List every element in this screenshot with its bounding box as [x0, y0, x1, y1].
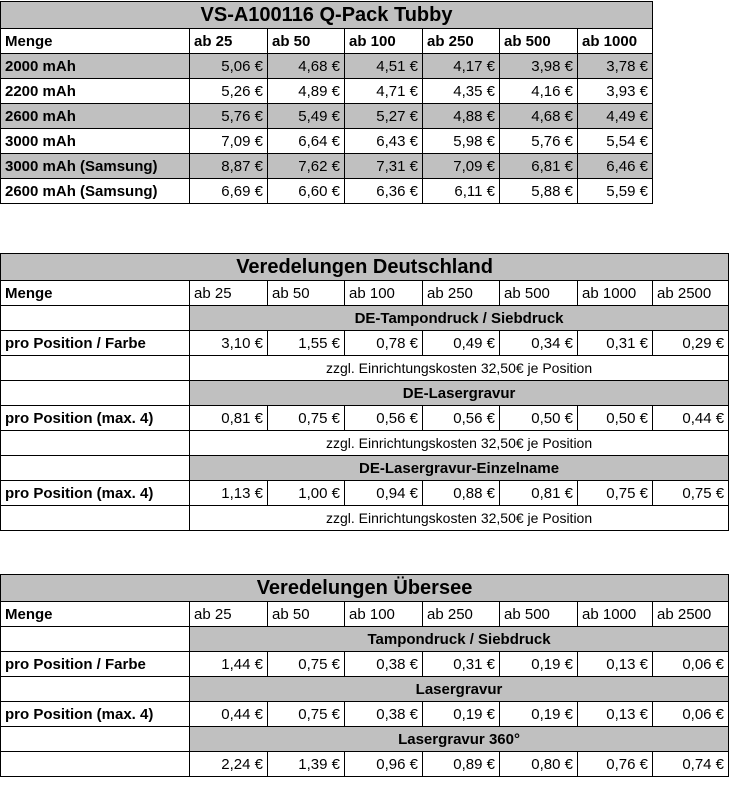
- header-cell: Menge: [1, 281, 190, 306]
- price-cell: 3,98 €: [500, 54, 578, 79]
- price-cell: 0,75 €: [653, 481, 729, 506]
- overseas-title-row: [1, 575, 729, 602]
- product-header-row: [1, 29, 653, 54]
- overseas-header-row: [1, 602, 729, 627]
- price-cell: 0,96 €: [345, 752, 423, 777]
- price-cell: 0,19 €: [423, 702, 500, 727]
- header-cell: ab 1000: [578, 602, 653, 627]
- section-title: DE-Tampondruck / Siebdruck: [190, 306, 729, 331]
- section-header-row: [1, 381, 729, 406]
- table-row: [1, 406, 729, 431]
- germany-title: Veredelungen Deutschland: [1, 254, 729, 281]
- price-cell: 6,11 €: [423, 179, 500, 204]
- price-cell: 7,31 €: [345, 154, 423, 179]
- setup-cost-note: zzgl. Einrichtungskosten 32,50€ je Position: [190, 356, 729, 381]
- row-label: 2200 mAh: [1, 79, 190, 104]
- germany-title-row: [1, 254, 729, 281]
- price-cell: 5,59 €: [578, 179, 653, 204]
- section-header-row: [1, 456, 729, 481]
- price-cell: 5,76 €: [500, 129, 578, 154]
- price-cell: 0,74 €: [653, 752, 729, 777]
- header-cell: ab 500: [500, 281, 578, 306]
- price-cell: 4,49 €: [578, 104, 653, 129]
- price-cell: 0,56 €: [345, 406, 423, 431]
- header-cell: Menge: [1, 602, 190, 627]
- table-row: [1, 702, 729, 727]
- price-cell: 5,26 €: [190, 79, 268, 104]
- header-cell: ab 1000: [578, 281, 653, 306]
- price-cell: 1,13 €: [190, 481, 268, 506]
- section-header-row: [1, 727, 729, 752]
- price-cell: 0,76 €: [578, 752, 653, 777]
- price-cell: 0,89 €: [423, 752, 500, 777]
- price-cell: 4,88 €: [423, 104, 500, 129]
- header-cell: ab 100: [345, 281, 423, 306]
- row-label: pro Position (max. 4): [1, 481, 190, 506]
- price-cell: 3,10 €: [190, 331, 268, 356]
- price-cell: 0,44 €: [190, 702, 268, 727]
- price-cell: 7,09 €: [190, 129, 268, 154]
- header-cell: ab 250: [423, 281, 500, 306]
- header-cell: ab 25: [190, 602, 268, 627]
- table-row: [1, 481, 729, 506]
- section-title: Tampondruck / Siebdruck: [190, 627, 729, 652]
- price-cell: 6,36 €: [345, 179, 423, 204]
- table-row: [1, 54, 653, 79]
- note-row: [1, 356, 729, 381]
- price-cell: 1,39 €: [268, 752, 345, 777]
- header-cell: ab 500: [500, 29, 578, 54]
- price-cell: 0,49 €: [423, 331, 500, 356]
- price-cell: 8,87 €: [190, 154, 268, 179]
- header-cell: ab 100: [345, 29, 423, 54]
- header-cell: ab 25: [190, 29, 268, 54]
- price-cell: 0,13 €: [578, 652, 653, 677]
- blank-cell: [1, 381, 190, 406]
- price-cell: 1,55 €: [268, 331, 345, 356]
- price-cell: 0,81 €: [190, 406, 268, 431]
- price-cell: 3,93 €: [578, 79, 653, 104]
- price-cell: 0,38 €: [345, 702, 423, 727]
- table-row: [1, 129, 653, 154]
- price-cell: 0,19 €: [500, 702, 578, 727]
- blank-cell: [1, 456, 190, 481]
- header-cell: ab 250: [423, 602, 500, 627]
- price-cell: 0,50 €: [578, 406, 653, 431]
- header-cell: ab 1000: [578, 29, 653, 54]
- table-row: [1, 79, 653, 104]
- germany-finishing-table: [0, 253, 729, 531]
- price-cell: 7,09 €: [423, 154, 500, 179]
- row-label: pro Position / Farbe: [1, 652, 190, 677]
- blank-cell: [1, 627, 190, 652]
- blank-cell: [1, 506, 190, 531]
- header-cell: ab 50: [268, 281, 345, 306]
- setup-cost-note: zzgl. Einrichtungskosten 32,50€ je Position: [190, 506, 729, 531]
- blank-cell: [1, 727, 190, 752]
- price-cell: 5,49 €: [268, 104, 345, 129]
- price-cell: 0,94 €: [345, 481, 423, 506]
- price-cell: 0,19 €: [500, 652, 578, 677]
- price-cell: 0,81 €: [500, 481, 578, 506]
- price-cell: 1,00 €: [268, 481, 345, 506]
- price-cell: 4,68 €: [268, 54, 345, 79]
- price-cell: 5,88 €: [500, 179, 578, 204]
- price-cell: 0,31 €: [423, 652, 500, 677]
- table-row: [1, 652, 729, 677]
- price-cell: 0,75 €: [578, 481, 653, 506]
- price-cell: 4,68 €: [500, 104, 578, 129]
- section-title: Lasergravur 360°: [190, 727, 729, 752]
- price-cell: 0,13 €: [578, 702, 653, 727]
- table-row: [1, 104, 653, 129]
- note-row: [1, 431, 729, 456]
- table-row: [1, 179, 653, 204]
- price-cell: 5,76 €: [190, 104, 268, 129]
- price-cell: 6,64 €: [268, 129, 345, 154]
- row-label: pro Position / Farbe: [1, 331, 190, 356]
- price-cell: 4,35 €: [423, 79, 500, 104]
- table-row: [1, 331, 729, 356]
- row-label: 2600 mAh (Samsung): [1, 179, 190, 204]
- header-cell: ab 100: [345, 602, 423, 627]
- section-title: DE-Lasergravur: [190, 381, 729, 406]
- product-price-table: [0, 1, 653, 204]
- price-cell: 0,88 €: [423, 481, 500, 506]
- overseas-finishing-table: [0, 574, 729, 777]
- price-cell: 1,44 €: [190, 652, 268, 677]
- price-cell: 0,06 €: [653, 652, 729, 677]
- price-cell: 6,43 €: [345, 129, 423, 154]
- table-row: [1, 752, 729, 777]
- blank-cell: [1, 431, 190, 456]
- row-label: pro Position (max. 4): [1, 406, 190, 431]
- row-label: 2600 mAh: [1, 104, 190, 129]
- row-label: 2000 mAh: [1, 54, 190, 79]
- header-cell: Menge: [1, 29, 190, 54]
- section-header-row: [1, 677, 729, 702]
- price-cell: 3,78 €: [578, 54, 653, 79]
- header-cell: ab 2500: [653, 602, 729, 627]
- blank-cell: [1, 306, 190, 331]
- price-cell: 0,78 €: [345, 331, 423, 356]
- header-cell: ab 50: [268, 602, 345, 627]
- header-cell: ab 250: [423, 29, 500, 54]
- price-cell: 0,75 €: [268, 406, 345, 431]
- row-label: 3000 mAh: [1, 129, 190, 154]
- section-header-row: [1, 627, 729, 652]
- price-cell: 0,34 €: [500, 331, 578, 356]
- price-cell: 0,80 €: [500, 752, 578, 777]
- header-cell: ab 500: [500, 602, 578, 627]
- price-cell: 5,27 €: [345, 104, 423, 129]
- price-cell: 0,44 €: [653, 406, 729, 431]
- blank-cell: [1, 677, 190, 702]
- price-cell: 0,31 €: [578, 331, 653, 356]
- row-label: pro Position (max. 4): [1, 702, 190, 727]
- price-cell: 5,98 €: [423, 129, 500, 154]
- header-cell: ab 2500: [653, 281, 729, 306]
- row-label: [1, 752, 190, 777]
- price-cell: 6,60 €: [268, 179, 345, 204]
- table-row: [1, 154, 653, 179]
- product-title-row: [1, 2, 653, 29]
- setup-cost-note: zzgl. Einrichtungskosten 32,50€ je Position: [190, 431, 729, 456]
- price-cell: 0,29 €: [653, 331, 729, 356]
- price-cell: 0,75 €: [268, 702, 345, 727]
- price-cell: 5,06 €: [190, 54, 268, 79]
- blank-cell: [1, 356, 190, 381]
- header-cell: ab 50: [268, 29, 345, 54]
- row-label: 3000 mAh (Samsung): [1, 154, 190, 179]
- note-row: [1, 506, 729, 531]
- price-cell: 0,50 €: [500, 406, 578, 431]
- price-cell: 2,24 €: [190, 752, 268, 777]
- price-cell: 6,69 €: [190, 179, 268, 204]
- price-cell: 6,81 €: [500, 154, 578, 179]
- price-cell: 6,46 €: [578, 154, 653, 179]
- price-cell: 4,89 €: [268, 79, 345, 104]
- price-cell: 4,16 €: [500, 79, 578, 104]
- price-cell: 0,06 €: [653, 702, 729, 727]
- price-cell: 4,17 €: [423, 54, 500, 79]
- germany-header-row: [1, 281, 729, 306]
- price-cell: 0,56 €: [423, 406, 500, 431]
- section-title: DE-Lasergravur-Einzelname: [190, 456, 729, 481]
- section-header-row: [1, 306, 729, 331]
- product-title: VS-A100116 Q-Pack Tubby: [1, 2, 653, 29]
- section-title: Lasergravur: [190, 677, 729, 702]
- overseas-title: Veredelungen Übersee: [1, 575, 729, 602]
- price-cell: 7,62 €: [268, 154, 345, 179]
- header-cell: ab 25: [190, 281, 268, 306]
- price-cell: 0,75 €: [268, 652, 345, 677]
- price-cell: 0,38 €: [345, 652, 423, 677]
- price-cell: 4,71 €: [345, 79, 423, 104]
- price-cell: 4,51 €: [345, 54, 423, 79]
- price-cell: 5,54 €: [578, 129, 653, 154]
